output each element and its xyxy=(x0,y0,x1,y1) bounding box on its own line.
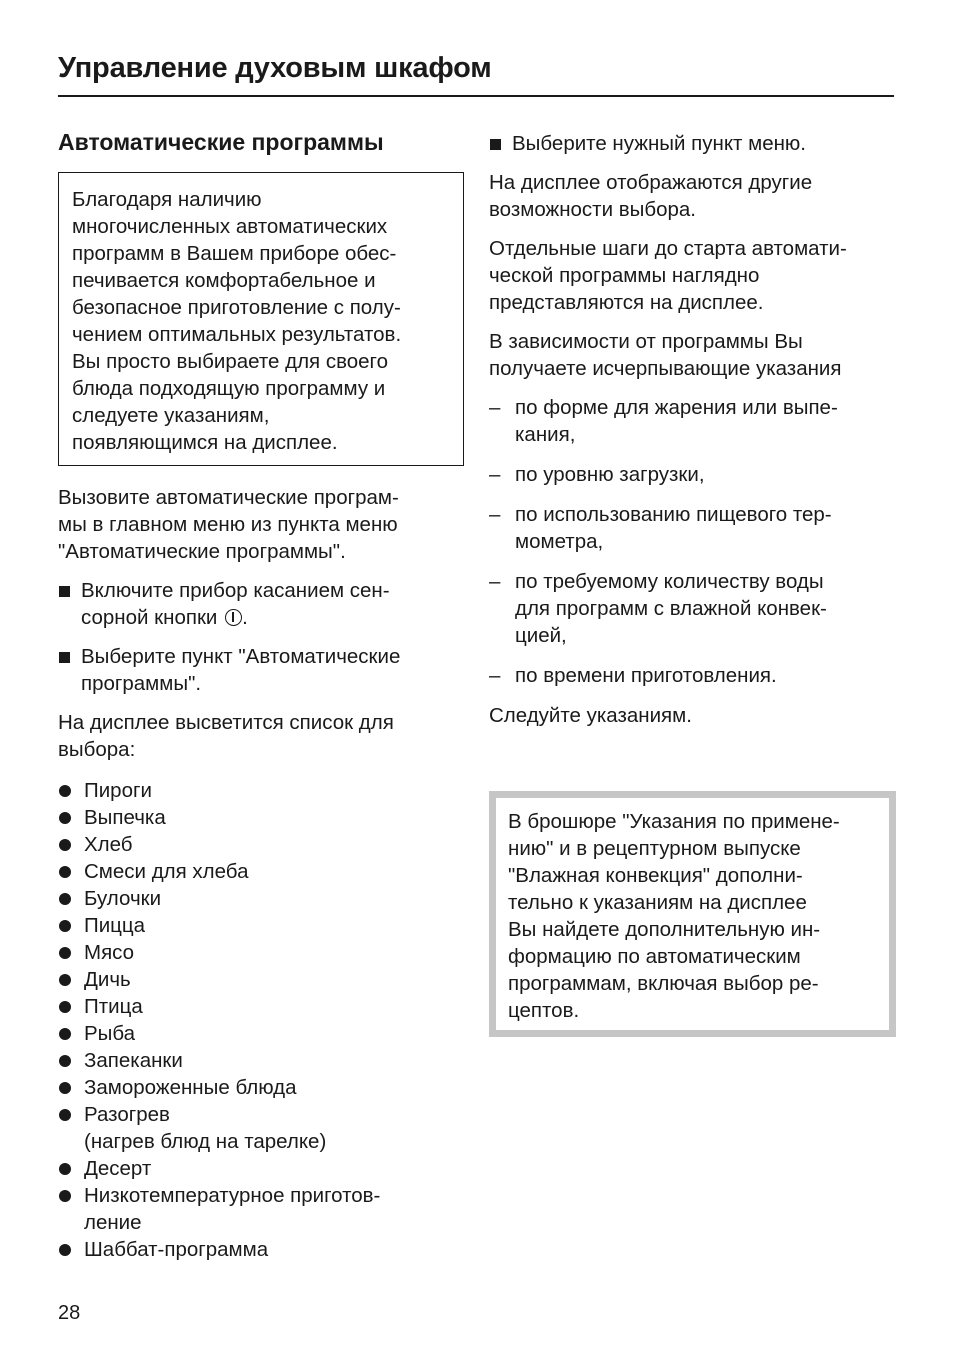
bullet-dot-icon xyxy=(59,866,71,878)
bullet-dot-icon xyxy=(59,1082,71,1094)
note-line: цептов. xyxy=(508,999,580,1022)
step-text: Выберите нужный пункт меню. xyxy=(512,132,806,155)
paragraph xyxy=(489,328,899,382)
intro-line: безопасное приготовление с полу- xyxy=(72,296,401,319)
bullet-dot-icon xyxy=(59,893,71,905)
call-line: "Автоматические программы". xyxy=(58,540,346,563)
guidance-list-item xyxy=(489,461,899,488)
call-line: Вызовите автоматические програм- xyxy=(58,486,399,509)
step-text xyxy=(81,577,390,631)
program-label xyxy=(84,1020,135,1047)
power-icon xyxy=(225,609,242,626)
step-text xyxy=(81,643,400,697)
program-label xyxy=(84,993,143,1020)
guidance-text xyxy=(515,501,832,555)
note-line: формацию по автоматическим xyxy=(508,945,801,968)
guidance-text xyxy=(515,461,705,488)
program-list-item xyxy=(58,777,464,804)
bullet-dot-icon xyxy=(59,974,71,986)
guidance-line: по уровню загрузки, xyxy=(515,463,705,486)
program-label-line: Булочки xyxy=(84,887,162,910)
note-line: нию" и в рецептурном выпуске xyxy=(508,837,801,860)
program-list-item xyxy=(58,1182,464,1236)
paragraph-line: представляются на дисплее. xyxy=(489,291,764,314)
program-label-line: ление xyxy=(84,1211,142,1234)
program-label-line: (нагрев блюд на тарелке) xyxy=(84,1130,327,1153)
intro-line: многочисленных автоматических xyxy=(72,215,388,238)
call-line: мы в главном меню из пункта меню xyxy=(58,513,398,536)
bullet-dot-icon xyxy=(59,812,71,824)
program-label-line: Низкотемпературное приготов- xyxy=(84,1184,381,1207)
program-label xyxy=(84,1155,151,1182)
program-label-line: Шаббат-программа xyxy=(84,1238,269,1261)
step-line: сорной кнопки . xyxy=(81,606,248,629)
step-select-programs xyxy=(58,643,464,697)
program-list-item xyxy=(58,804,464,831)
program-label-line: Пироги xyxy=(84,779,152,802)
program-label xyxy=(84,831,133,858)
program-label xyxy=(84,858,248,885)
program-label-line: Рыба xyxy=(84,1022,136,1045)
paragraph xyxy=(489,169,899,223)
bullet-dot-icon xyxy=(59,1001,71,1013)
guidance-list xyxy=(489,394,899,689)
bullet-dot-icon xyxy=(59,785,71,797)
program-label-line: Смеси для хлеба xyxy=(84,860,249,883)
guidance-line: мометра, xyxy=(515,530,604,553)
square-bullet-icon xyxy=(59,586,70,597)
program-list-item xyxy=(58,966,464,993)
program-label-line: Хлеб xyxy=(84,833,133,856)
intro-line: следуете указаниям, xyxy=(72,404,270,427)
program-label-line: Мясо xyxy=(84,941,135,964)
program-list-item xyxy=(58,939,464,966)
note-line: программам, включая выбор ре- xyxy=(508,972,819,995)
program-list-item xyxy=(58,1020,464,1047)
bullet-dot-icon xyxy=(59,1244,71,1256)
program-label-line: Замороженные блюда xyxy=(84,1076,297,1099)
program-list-item xyxy=(58,831,464,858)
program-list-item xyxy=(58,912,464,939)
left-column xyxy=(58,124,464,1263)
guidance-line: кания, xyxy=(515,423,576,446)
guidance-list-item xyxy=(489,662,899,689)
guidance-text xyxy=(515,662,777,689)
program-label-line: Десерт xyxy=(84,1157,152,1180)
program-label-line: Запеканки xyxy=(84,1049,183,1072)
dash-bullet: – xyxy=(489,463,501,486)
program-label-line: Дичь xyxy=(84,968,131,991)
list-intro xyxy=(58,709,464,763)
bullet-dot-icon xyxy=(59,1163,71,1175)
bullet-dot-icon xyxy=(59,947,71,959)
dash-bullet: – xyxy=(489,396,501,419)
guidance-list-item xyxy=(489,568,899,649)
guidance-line: по использованию пищевого тер- xyxy=(515,503,832,526)
programs-list xyxy=(58,777,464,1263)
step-select-item xyxy=(489,130,899,157)
right-column xyxy=(489,124,899,1037)
program-label xyxy=(84,939,134,966)
program-list-item xyxy=(58,1101,464,1155)
intro-line: появляющимся на дисплее. xyxy=(72,431,338,454)
program-label xyxy=(84,1101,326,1155)
step-switch-on xyxy=(58,577,464,631)
dash-bullet: – xyxy=(489,570,501,593)
program-label xyxy=(84,885,161,912)
guidance-text xyxy=(515,394,838,448)
program-list-item xyxy=(58,1047,464,1074)
bullet-dot-icon xyxy=(59,839,71,851)
square-bullet-icon xyxy=(59,652,70,663)
program-label-line: Пицца xyxy=(84,914,146,937)
step-line: Выберите пункт "Автоматические xyxy=(81,645,401,668)
program-list-item xyxy=(58,1074,464,1101)
program-list-item xyxy=(58,993,464,1020)
note-line: В брошюре "Указания по примене- xyxy=(508,810,840,833)
intro-line: Благодаря наличию xyxy=(72,188,262,211)
paragraph-line: получаете исчерпывающие указания xyxy=(489,357,842,380)
bullet-dot-icon xyxy=(59,1055,71,1067)
section-title: Автоматические программы xyxy=(58,129,384,155)
program-list-item xyxy=(58,858,464,885)
program-label xyxy=(84,1236,268,1263)
intro-line: блюда подходящую программу и xyxy=(72,377,386,400)
intro-line: чением оптимальных результатов. xyxy=(72,323,402,346)
step-line: Включите прибор касанием сен- xyxy=(81,579,390,602)
note-text xyxy=(496,798,889,1030)
list-intro-line: выбора: xyxy=(58,738,136,761)
dash-bullet: – xyxy=(489,503,501,526)
bullet-dot-icon xyxy=(59,1190,71,1202)
paragraph-line: ческой программы наглядно xyxy=(489,264,760,287)
guidance-line: цией, xyxy=(515,624,567,647)
program-label-line: Разогрев xyxy=(84,1103,170,1126)
note-line: Вы найдете дополнительную ин- xyxy=(508,918,821,941)
follow-instructions: Следуйте указаниям. xyxy=(489,704,692,727)
paragraph-line: возможности выбора. xyxy=(489,198,696,221)
intro-line: печивается комфортабельное и xyxy=(72,269,376,292)
program-label xyxy=(84,804,166,831)
call-paragraph xyxy=(58,484,464,565)
program-label xyxy=(84,912,145,939)
square-bullet-icon xyxy=(490,139,501,150)
paragraph-line: Отдельные шаги до старта автомати- xyxy=(489,237,847,260)
intro-line: программ в Вашем приборе обес- xyxy=(72,242,397,265)
guidance-text xyxy=(515,568,827,649)
paragraph-line: На дисплее отображаются другие xyxy=(489,171,813,194)
page-number: 28 xyxy=(58,1302,81,1324)
note-box xyxy=(489,791,896,1037)
program-list-item xyxy=(58,1236,464,1263)
paragraph xyxy=(489,235,899,316)
program-label-line: Птица xyxy=(84,995,143,1018)
list-intro-line: На дисплее высветится список для xyxy=(58,711,394,734)
program-list-item xyxy=(58,1155,464,1182)
paragraph-line: В зависимости от программы Вы xyxy=(489,330,803,353)
program-list-item xyxy=(58,885,464,912)
bullet-dot-icon xyxy=(59,920,71,932)
guidance-line: по требуемому количеству воды xyxy=(515,570,824,593)
page-title: Управление духовым шкафом xyxy=(58,52,894,97)
guidance-line: для программ с влажной конвек- xyxy=(515,597,827,620)
note-line: "Влажная конвекция" дополни- xyxy=(508,864,803,887)
program-label xyxy=(84,966,131,993)
intro-box xyxy=(58,172,464,466)
intro-line: Вы просто выбираете для своего xyxy=(72,350,388,373)
program-label xyxy=(84,1074,297,1101)
guidance-list-item xyxy=(489,394,899,448)
program-label xyxy=(84,777,152,804)
program-label xyxy=(84,1047,183,1074)
program-label-line: Выпечка xyxy=(84,806,166,829)
program-label xyxy=(84,1182,380,1236)
guidance-list-item xyxy=(489,501,899,555)
bullet-dot-icon xyxy=(59,1109,71,1121)
guidance-line: по форме для жарения или выпе- xyxy=(515,396,838,419)
bullet-dot-icon xyxy=(59,1028,71,1040)
note-line: тельно к указаниям на дисплее xyxy=(508,891,807,914)
dash-bullet: – xyxy=(489,664,501,687)
step-line: программы". xyxy=(81,672,202,695)
guidance-line: по времени приготовления. xyxy=(515,664,777,687)
